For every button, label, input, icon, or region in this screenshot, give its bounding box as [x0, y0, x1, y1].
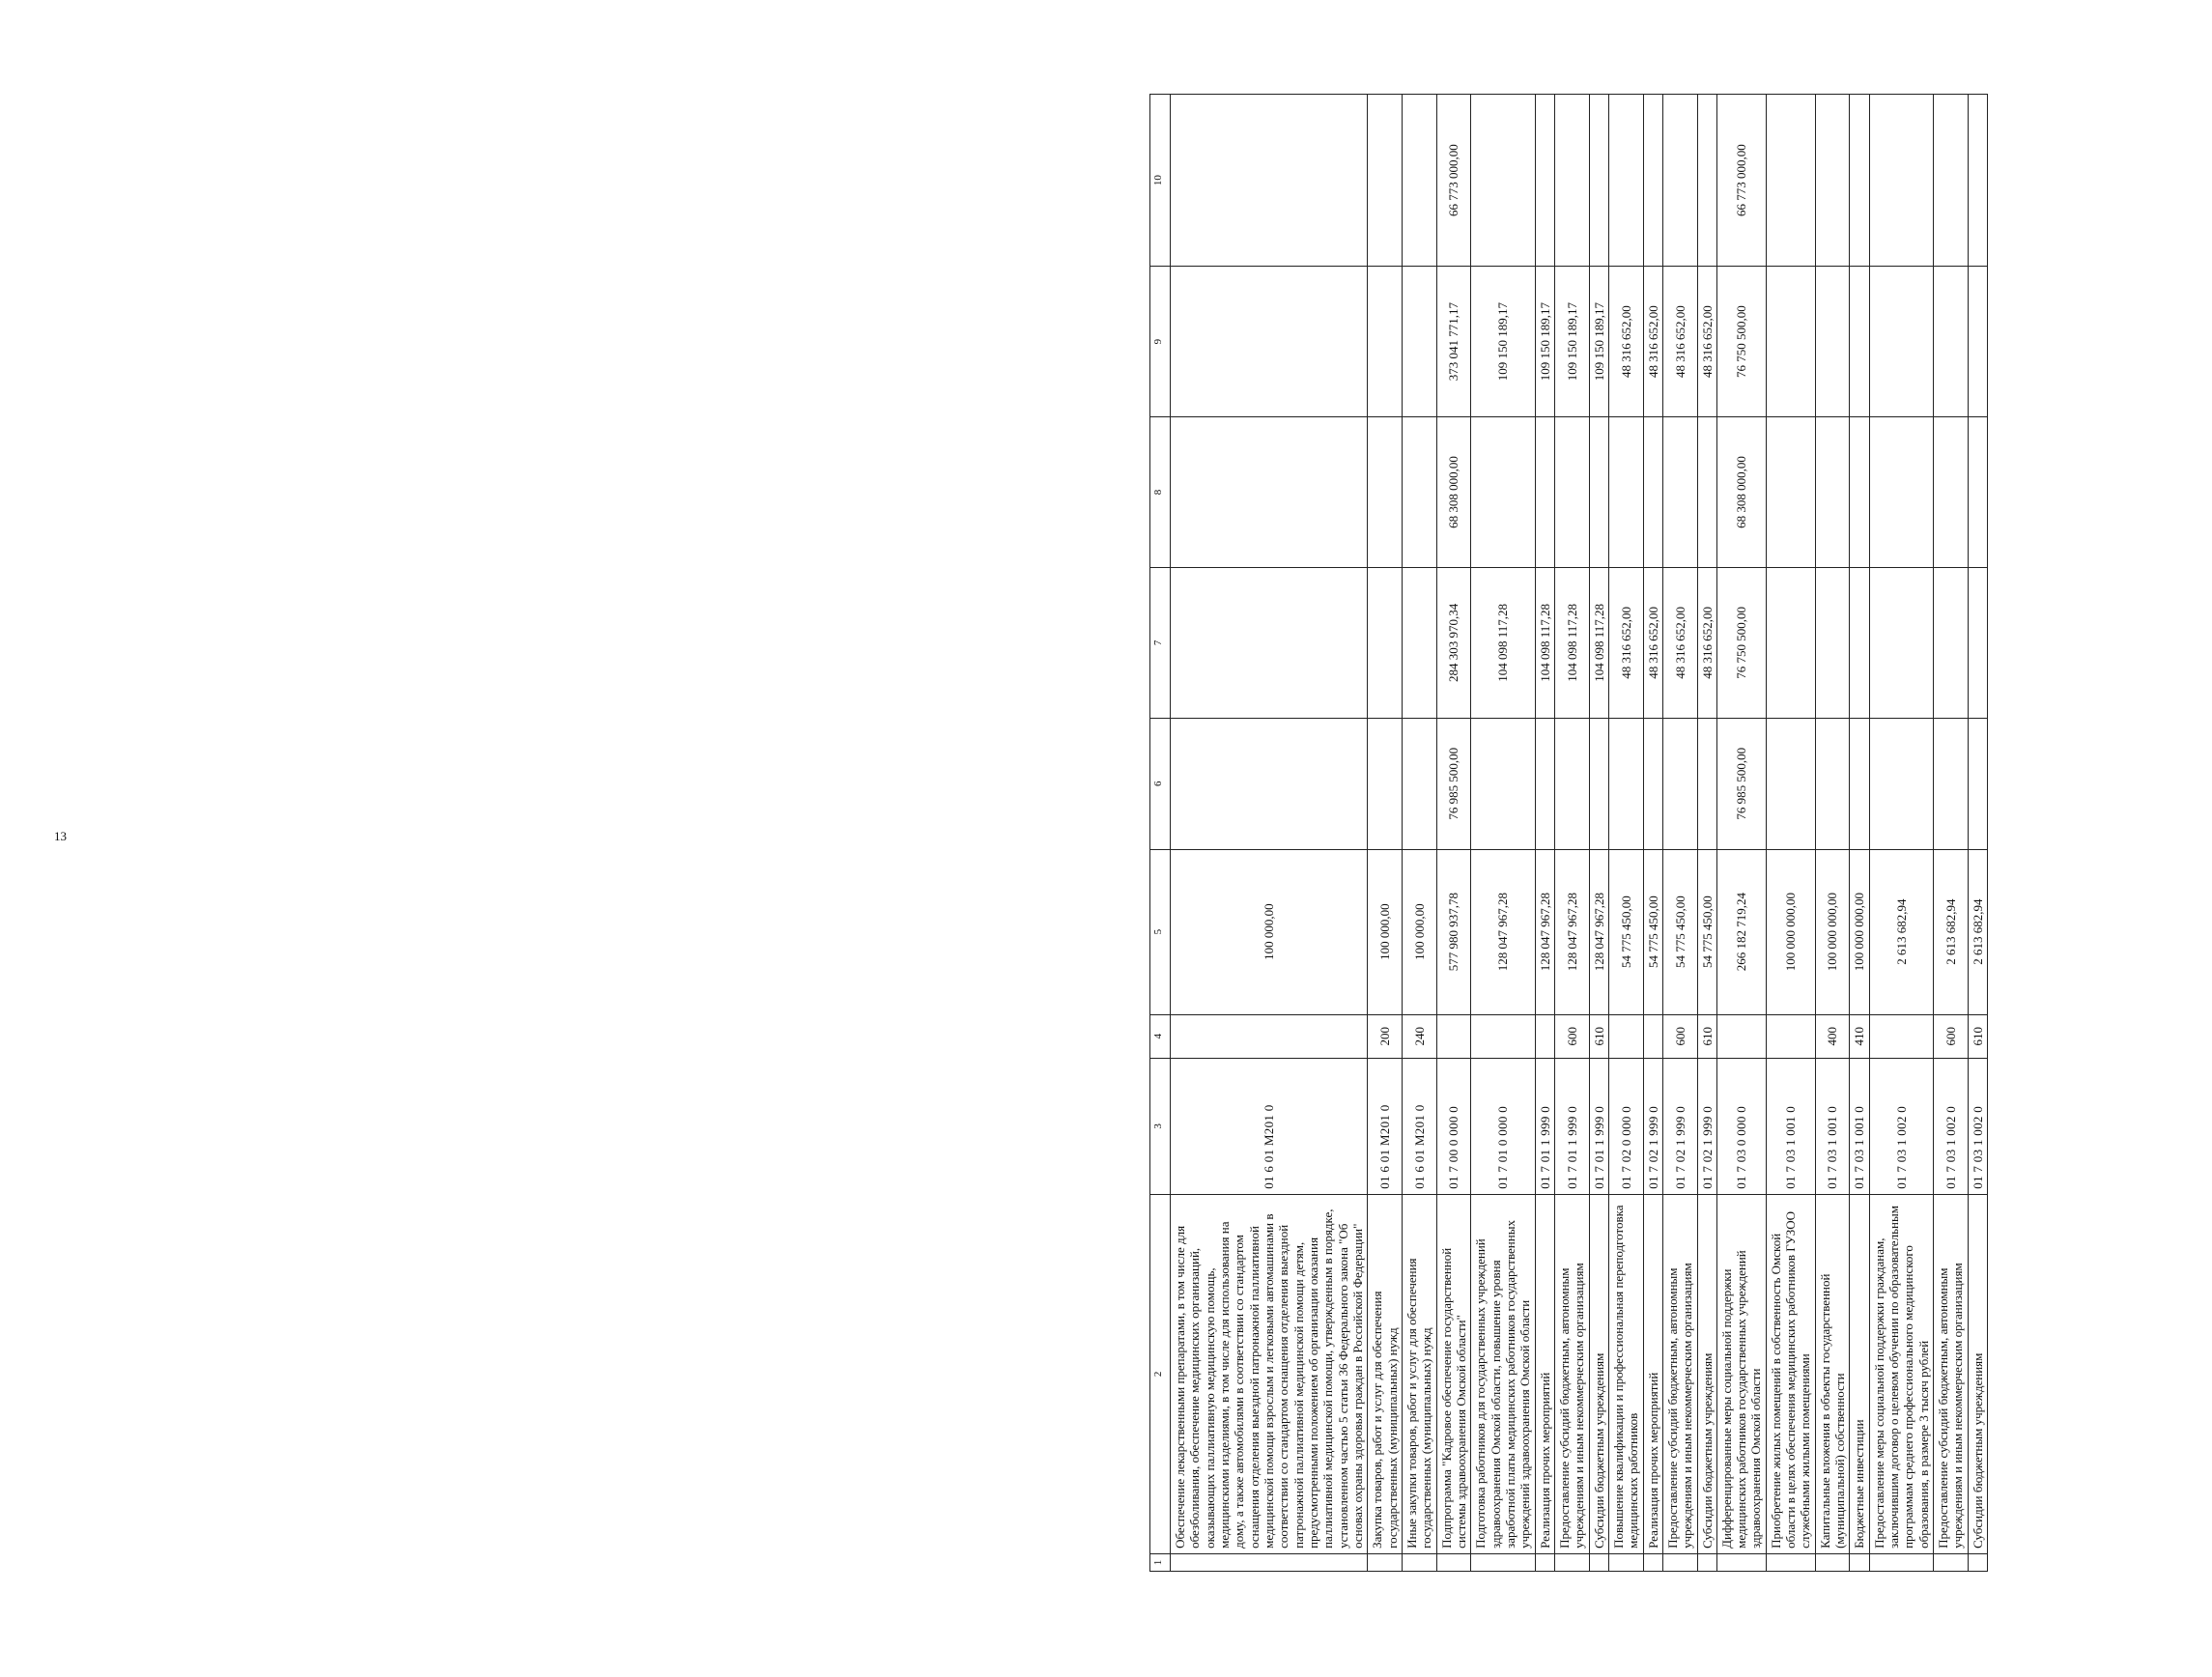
cell-index: [1716, 1553, 1766, 1571]
cell-code: 01 7 01 1 999 0: [1535, 1058, 1554, 1194]
cell-type: 400: [1815, 1014, 1850, 1058]
cell-col8: [1471, 417, 1535, 568]
cell-code: 01 7 03 0 000 0: [1716, 1058, 1766, 1194]
cell-type: 200: [1368, 1014, 1403, 1058]
cell-col9: 109 150 189,17: [1589, 267, 1608, 417]
cell-col9: [1869, 267, 1933, 417]
cell-type: [1436, 1014, 1471, 1058]
cell-code: 01 7 03 1 001 0: [1815, 1058, 1850, 1194]
cell-col9: [1815, 267, 1850, 417]
cell-type: [1766, 1014, 1815, 1058]
cell-col8: [1402, 417, 1436, 568]
cell-col5: 100 000 000,00: [1766, 849, 1815, 1014]
cell-col10: [1869, 95, 1933, 267]
cell-col5: 54 775 450,00: [1697, 849, 1716, 1014]
cell-index: [1171, 1553, 1368, 1571]
cell-type: [1171, 1014, 1368, 1058]
cell-col7: [1850, 567, 1869, 718]
cell-type: [1471, 1014, 1535, 1058]
cell-col10: [1968, 95, 1987, 267]
page-number: 13: [54, 829, 67, 843]
cell-type: [1643, 1014, 1662, 1058]
cell-col10: 66 773 000,00: [1436, 95, 1471, 267]
cell-col5: 2 613 682,94: [1934, 849, 1969, 1014]
cell-col6: [1589, 718, 1608, 849]
cell-type: 600: [1934, 1014, 1969, 1058]
cell-col5: 128 047 967,28: [1589, 849, 1608, 1014]
cell-col6: [1697, 718, 1716, 849]
cell-name: Подпрограмма "Кадровое обеспечение государственной системы здравоохранения Омской области": [1436, 1194, 1471, 1553]
cell-col9: [1171, 267, 1368, 417]
cell-index: [1662, 1553, 1697, 1571]
cell-col6: [1869, 718, 1933, 849]
cell-index: [1697, 1553, 1716, 1571]
cell-col8: [1968, 417, 1987, 568]
cell-col7: 48 316 652,00: [1662, 567, 1697, 718]
cell-col8: 68 308 000,00: [1716, 417, 1766, 568]
cell-code: 01 7 03 1 002 0: [1869, 1058, 1933, 1194]
column-header-1: 1: [1150, 1553, 1171, 1571]
cell-col8: [1934, 417, 1969, 568]
table-row: [1766, 95, 1815, 1572]
cell-name: Дифференцированные меры социальной поддержки медицинских работников государственных учреждений здравоохранения Омской области: [1716, 1194, 1766, 1553]
cell-code: 01 6 01 M201 0: [1368, 1058, 1403, 1194]
cell-name: Приобретение жилых помещений в собственность Омской области в целях обеспечения медицинских работников ГУЗОО служебными жилыми помещениями: [1766, 1194, 1815, 1553]
cell-col8: 68 308 000,00: [1436, 417, 1471, 568]
cell-col6: [1368, 718, 1403, 849]
cell-col10: [1643, 95, 1662, 267]
cell-code: 01 7 03 1 001 0: [1850, 1058, 1869, 1194]
cell-col10: [1471, 95, 1535, 267]
cell-col8: [1662, 417, 1697, 568]
cell-type: 600: [1662, 1014, 1697, 1058]
cell-col9: [1850, 267, 1869, 417]
cell-index: [1869, 1553, 1933, 1571]
cell-col8: [1535, 417, 1554, 568]
cell-col10: [1766, 95, 1815, 267]
cell-col7: 104 098 117,28: [1535, 567, 1554, 718]
cell-col6: 76 985 500,00: [1716, 718, 1766, 849]
table-row: [1815, 95, 1850, 1572]
column-header-9: 9: [1150, 267, 1171, 417]
cell-index: [1535, 1553, 1554, 1571]
cell-col5: 128 047 967,28: [1554, 849, 1589, 1014]
cell-code: 01 7 02 1 999 0: [1643, 1058, 1662, 1194]
cell-name: Закупка товаров, работ и услуг для обеспечения государственных (муниципальных) нужд: [1368, 1194, 1403, 1553]
cell-col6: [1662, 718, 1697, 849]
cell-col6: 76 985 500,00: [1436, 718, 1471, 849]
cell-index: [1554, 1553, 1589, 1571]
cell-index: [1368, 1553, 1403, 1571]
cell-col9: [1968, 267, 1987, 417]
cell-name: Реализация прочих мероприятий: [1643, 1194, 1662, 1553]
cell-col8: [1368, 417, 1403, 568]
cell-code: 01 7 02 0 000 0: [1608, 1058, 1643, 1194]
cell-col7: 48 316 652,00: [1697, 567, 1716, 718]
cell-col7: 48 316 652,00: [1608, 567, 1643, 718]
cell-col7: [1968, 567, 1987, 718]
cell-index: [1968, 1553, 1987, 1571]
cell-col6: [1643, 718, 1662, 849]
table-row: [1589, 95, 1608, 1572]
cell-code: 01 6 01 M201 0: [1171, 1058, 1368, 1194]
budget-table: [1149, 94, 1988, 1572]
cell-col9: 109 150 189,17: [1471, 267, 1535, 417]
column-header-4: 4: [1150, 1014, 1171, 1058]
cell-col9: 48 316 652,00: [1697, 267, 1716, 417]
cell-name: Предоставление меры социальной поддержки гражданам, заключившим договор о целевом обучении по образовательным программам среднего профессионального медицинского образования, в размере 3 тысяч рублей: [1869, 1194, 1933, 1553]
cell-name: Капитальные вложения в объекты государственной (муниципальной) собственности: [1815, 1194, 1850, 1553]
cell-code: 01 6 01 M201 0: [1402, 1058, 1436, 1194]
cell-col7: 284 303 970,34: [1436, 567, 1471, 718]
cell-col7: [1869, 567, 1933, 718]
cell-col6: [1535, 718, 1554, 849]
table-row: [1643, 95, 1662, 1572]
cell-col9: 109 150 189,17: [1535, 267, 1554, 417]
cell-col6: [1968, 718, 1987, 849]
cell-col6: [1608, 718, 1643, 849]
cell-col6: [1554, 718, 1589, 849]
cell-name: Субсидии бюджетным учреждениям: [1968, 1194, 1987, 1553]
cell-index: [1471, 1553, 1535, 1571]
cell-index: [1643, 1553, 1662, 1571]
cell-index: [1608, 1553, 1643, 1571]
column-header-3: 3: [1150, 1058, 1171, 1194]
cell-col10: [1171, 95, 1368, 267]
cell-col9: [1934, 267, 1969, 417]
cell-col10: [1554, 95, 1589, 267]
cell-name: Субсидии бюджетным учреждениям: [1697, 1194, 1716, 1553]
cell-col10: [1368, 95, 1403, 267]
cell-col5: 54 775 450,00: [1643, 849, 1662, 1014]
cell-code: 01 7 01 0 000 0: [1471, 1058, 1535, 1194]
table-row: [1968, 95, 1987, 1572]
cell-col9: [1368, 267, 1403, 417]
cell-col10: [1402, 95, 1436, 267]
cell-type: 610: [1968, 1014, 1987, 1058]
table-row: [1535, 95, 1554, 1572]
table-row: [1716, 95, 1766, 1572]
table-row: [1171, 95, 1368, 1572]
cell-type: [1535, 1014, 1554, 1058]
cell-col10: [1697, 95, 1716, 267]
cell-col6: [1402, 718, 1436, 849]
cell-index: [1402, 1553, 1436, 1571]
cell-col7: 76 750 500,00: [1716, 567, 1766, 718]
cell-code: 01 7 01 1 999 0: [1554, 1058, 1589, 1194]
cell-col10: [1815, 95, 1850, 267]
cell-col8: [1171, 417, 1368, 568]
cell-name: Подготовка работников для государственных учреждений здравоохранения Омской области, повышение уровня заработной платы медицинских работников государственных учреждений здравоохранения Омской области: [1471, 1194, 1535, 1553]
cell-col10: [1934, 95, 1969, 267]
cell-code: 01 7 02 1 999 0: [1662, 1058, 1697, 1194]
cell-name: Иные закупки товаров, работ и услуг для обеспечения государственных (муниципальных) нужд: [1402, 1194, 1436, 1553]
column-header-10: 10: [1150, 95, 1171, 267]
table-row: [1697, 95, 1716, 1572]
cell-type: 610: [1589, 1014, 1608, 1058]
cell-col9: 76 750 500,00: [1716, 267, 1766, 417]
cell-type: 610: [1697, 1014, 1716, 1058]
cell-col5: 100 000,00: [1171, 849, 1368, 1014]
column-header-6: 6: [1150, 718, 1171, 849]
cell-col6: [1815, 718, 1850, 849]
cell-name: Предоставление субсидий бюджетным, автономным учреждениям и иным некоммерческим организациям: [1554, 1194, 1589, 1553]
table-row: [1850, 95, 1869, 1572]
cell-name: Предоставление субсидий бюджетным, автономным учреждениям и иным некоммерческим организациям: [1934, 1194, 1969, 1553]
cell-col8: [1815, 417, 1850, 568]
table-row: [1869, 95, 1933, 1572]
cell-col5: 128 047 967,28: [1471, 849, 1535, 1014]
cell-col7: [1934, 567, 1969, 718]
cell-col5: 2 613 682,94: [1968, 849, 1987, 1014]
table-row: [1368, 95, 1403, 1572]
cell-col9: 48 316 652,00: [1608, 267, 1643, 417]
cell-name: Реализация прочих мероприятий: [1535, 1194, 1554, 1553]
cell-col10: [1535, 95, 1554, 267]
cell-col7: [1766, 567, 1815, 718]
cell-col8: [1643, 417, 1662, 568]
cell-col5: 577 980 937,78: [1436, 849, 1471, 1014]
cell-col5: 128 047 967,28: [1535, 849, 1554, 1014]
cell-col5: 266 182 719,24: [1716, 849, 1766, 1014]
cell-col6: [1471, 718, 1535, 849]
cell-col5: 2 613 682,94: [1869, 849, 1933, 1014]
cell-index: [1589, 1553, 1608, 1571]
cell-type: 410: [1850, 1014, 1869, 1058]
cell-col7: [1171, 567, 1368, 718]
cell-type: 240: [1402, 1014, 1436, 1058]
cell-name: Предоставление субсидий бюджетным, автономным учреждениям и иным некоммерческим организациям: [1662, 1194, 1697, 1553]
cell-col8: [1697, 417, 1716, 568]
cell-col8: [1766, 417, 1815, 568]
cell-code: 01 7 00 0 000 0: [1436, 1058, 1471, 1194]
cell-col8: [1608, 417, 1643, 568]
cell-col10: [1608, 95, 1643, 267]
cell-col8: [1589, 417, 1608, 568]
cell-col6: [1171, 718, 1368, 849]
cell-col7: [1402, 567, 1436, 718]
table-row: [1402, 95, 1436, 1572]
cell-code: 01 7 02 1 999 0: [1697, 1058, 1716, 1194]
cell-col8: [1869, 417, 1933, 568]
table-row: [1436, 95, 1471, 1572]
cell-col5: 54 775 450,00: [1662, 849, 1697, 1014]
cell-col10: [1662, 95, 1697, 267]
cell-col5: 100 000,00: [1368, 849, 1403, 1014]
table-row: [1934, 95, 1969, 1572]
header-row: [1150, 95, 1171, 1572]
cell-col7: 104 098 117,28: [1554, 567, 1589, 718]
column-header-7: 7: [1150, 567, 1171, 718]
cell-name: Повышение квалификации и профессиональная переподготовка медицинских работников: [1608, 1194, 1643, 1553]
cell-col10: 66 773 000,00: [1716, 95, 1766, 267]
cell-col7: [1815, 567, 1850, 718]
cell-col5: 100 000,00: [1402, 849, 1436, 1014]
cell-col5: 54 775 450,00: [1608, 849, 1643, 1014]
cell-code: 01 7 03 1 001 0: [1766, 1058, 1815, 1194]
cell-col5: 100 000 000,00: [1815, 849, 1850, 1014]
cell-type: [1869, 1014, 1933, 1058]
cell-col9: 109 150 189,17: [1554, 267, 1589, 417]
table-row: [1608, 95, 1643, 1572]
budget-table-container: [1149, 94, 2212, 1572]
table-body: [1171, 95, 1988, 1572]
cell-index: [1436, 1553, 1471, 1571]
column-header-5: 5: [1150, 849, 1171, 1014]
cell-col5: 100 000 000,00: [1850, 849, 1869, 1014]
cell-name: Бюджетные инвестиции: [1850, 1194, 1869, 1553]
cell-index: [1850, 1553, 1869, 1571]
cell-type: [1608, 1014, 1643, 1058]
cell-col10: [1850, 95, 1869, 267]
cell-col7: 48 316 652,00: [1643, 567, 1662, 718]
cell-col7: 104 098 117,28: [1471, 567, 1535, 718]
cell-code: 01 7 03 1 002 0: [1968, 1058, 1987, 1194]
cell-name: Обеспечение лекарственными препаратами, в том числе для обезболивания, обеспечение медицинских организаций, оказывающих паллиативную медицинскую помощь, медицинскими изделиями, в том числе для использования на дому, а также автомобилями в соответствии со стандартом оснащения отделения выездной патронажной паллиативной медицинской помощи взрослым и легковыми автомашинами в соответствии со стандартом оснащения отделения выездной патронажной паллиативной медицинской помощи детям, предусмотренными положением об организации оказания паллиативной медицинской помощи, утвержденным в порядке, установленном частью 5 статьи 36 Федерального закона "Об основах охраны здоровья граждан в Российской Федерации": [1171, 1194, 1368, 1553]
cell-col8: [1850, 417, 1869, 568]
cell-col6: [1934, 718, 1969, 849]
cell-col8: [1554, 417, 1589, 568]
cell-col9: 373 041 771,17: [1436, 267, 1471, 417]
table-row: [1471, 95, 1535, 1572]
cell-col7: [1368, 567, 1403, 718]
column-header-8: 8: [1150, 417, 1171, 568]
cell-col9: [1402, 267, 1436, 417]
cell-col9: 48 316 652,00: [1662, 267, 1697, 417]
cell-name: Субсидии бюджетным учреждениям: [1589, 1194, 1608, 1553]
cell-col9: 48 316 652,00: [1643, 267, 1662, 417]
cell-col6: [1766, 718, 1815, 849]
cell-index: [1815, 1553, 1850, 1571]
cell-index: [1766, 1553, 1815, 1571]
column-header-2: 2: [1150, 1194, 1171, 1553]
cell-index: [1934, 1553, 1969, 1571]
cell-type: [1716, 1014, 1766, 1058]
cell-col9: [1766, 267, 1815, 417]
cell-col7: 104 098 117,28: [1589, 567, 1608, 718]
table-row: [1662, 95, 1697, 1572]
table-row: [1554, 95, 1589, 1572]
cell-col10: [1589, 95, 1608, 267]
cell-type: 600: [1554, 1014, 1589, 1058]
cell-code: 01 7 03 1 002 0: [1934, 1058, 1969, 1194]
cell-code: 01 7 01 1 999 0: [1589, 1058, 1608, 1194]
cell-col6: [1850, 718, 1869, 849]
